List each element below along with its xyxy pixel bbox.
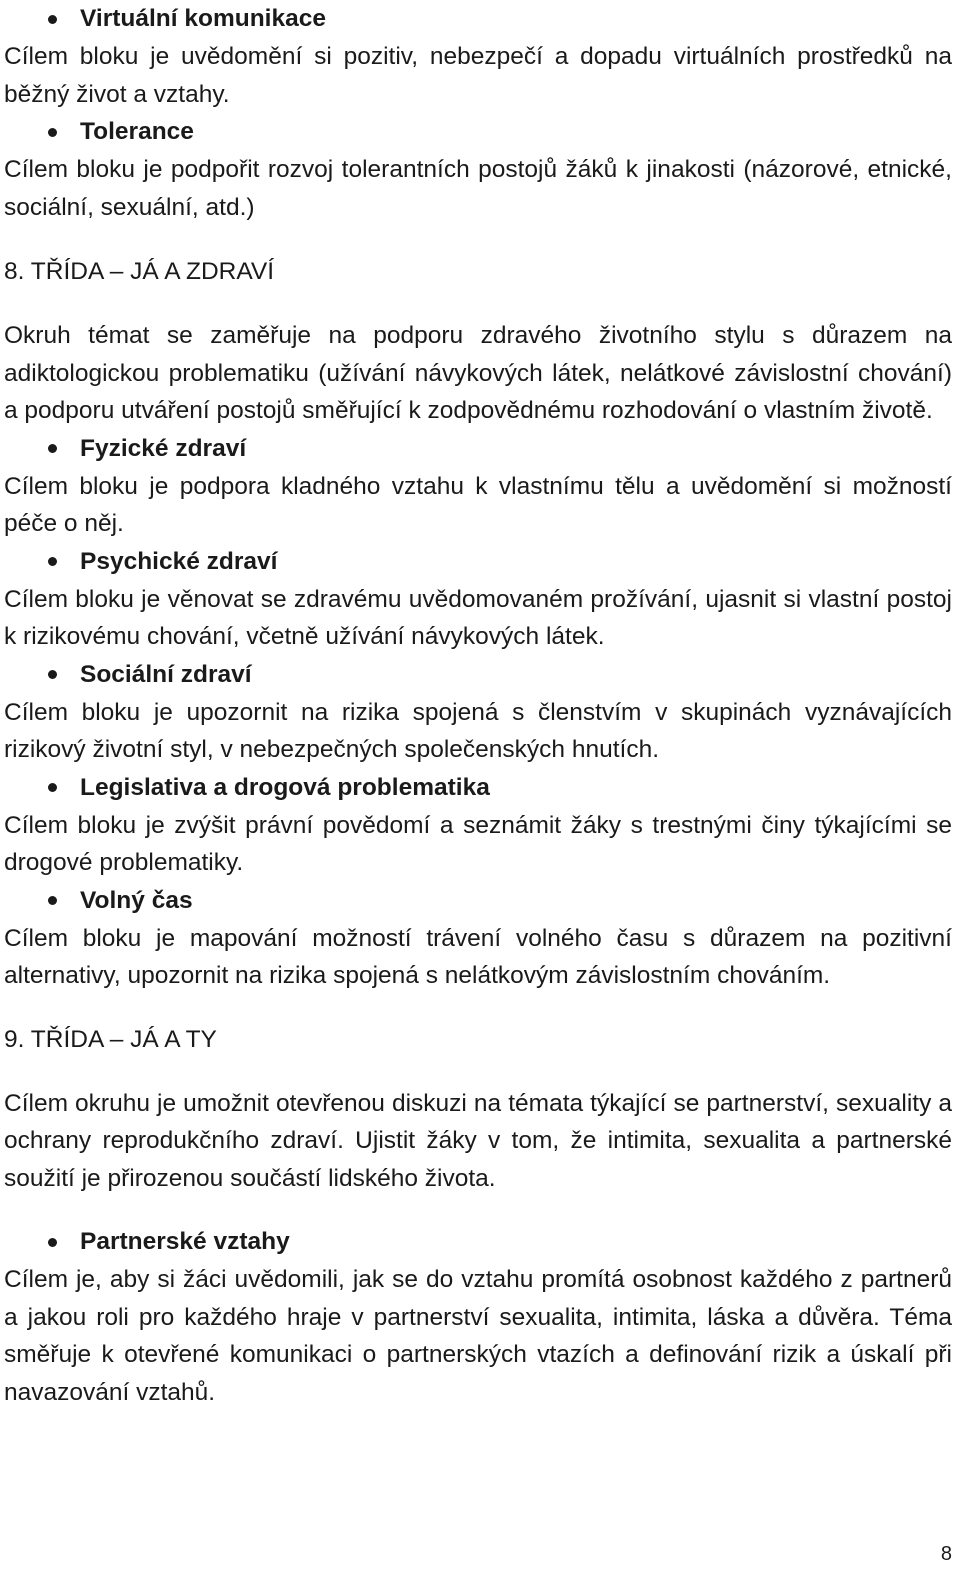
bullet-icon bbox=[48, 896, 57, 905]
bullet-icon bbox=[48, 15, 57, 24]
bullet-icon bbox=[48, 444, 57, 453]
page-number: 8 bbox=[940, 1543, 952, 1565]
document-page bbox=[4, 0, 952, 1411]
bullet-heading bbox=[4, 656, 952, 694]
bullet-heading bbox=[4, 113, 952, 151]
bullet-paragraph: Cílem bloku je věnovat se zdravému uvědomovaném prožívání, ujasnit si vlastní postoj k rizikovému chování, včetně užívání návykových látek. bbox=[4, 585, 952, 650]
bullet-paragraph: Cílem je, aby si žáci uvědomili, jak se do vztahu promítá osobnost každého z partnerů a jakou roli pro každého hraje v partnerství sexualita, intimita, láska a důvěra. Téma směřuje k otevřené komunikaci o partnerských vtazích a definování rizik a úskalí při navazování vztahů. bbox=[4, 1266, 952, 1406]
section-9-title: 9. TŘÍDA – JÁ A TY bbox=[4, 1025, 217, 1053]
bullet-heading bbox=[4, 769, 952, 807]
bullet-heading bbox=[4, 882, 952, 920]
bullet-heading-text: Virtuální komunikace bbox=[80, 5, 326, 32]
bullet-heading bbox=[4, 0, 952, 38]
bullet-heading-text: Sociální zdraví bbox=[80, 660, 252, 688]
bullet-icon bbox=[48, 1238, 57, 1247]
section-8-title: 8. TŘÍDA – JÁ A ZDRAVÍ bbox=[4, 258, 275, 285]
bullet-heading bbox=[4, 1223, 952, 1261]
bullet-icon bbox=[48, 128, 57, 137]
bullet-paragraph: Cílem bloku je podpora kladného vztahu k vlastnímu tělu a uvědomění si možností péče o něj. bbox=[4, 472, 952, 537]
bullet-heading bbox=[4, 543, 952, 581]
bullet-paragraph: Cílem bloku je podpořit rozvoj tolerantních postojů žáků k jinakosti (názorové, etnické, sociální, sexuální, atd.) bbox=[4, 156, 952, 221]
bullet-icon bbox=[48, 557, 57, 566]
bullet-paragraph: Cílem bloku je upozornit na rizika spojená s členstvím v skupinách vyznávajících rizikový životní styl, v nebezpečných společenských hnutích. bbox=[4, 698, 952, 763]
bullet-heading-text: Tolerance bbox=[80, 118, 194, 145]
bullet-heading-text: Volný čas bbox=[80, 886, 193, 914]
bullet-icon bbox=[48, 783, 57, 792]
bullet-paragraph: Cílem bloku je uvědomění si pozitiv, nebezpečí a dopadu virtuálních prostředků na běžný život a vztahy. bbox=[4, 43, 952, 108]
bullet-heading-text: Psychické zdraví bbox=[80, 547, 278, 575]
section-8-intro: Okruh témat se zaměřuje na podporu zdravého životního stylu s důrazem na adiktologickou problematiku (užívání návykových látek, nelátkové závislostní chování) a podporu utváření postojů směřující k zodpovědnému rozhodování o vlastním životě. bbox=[4, 322, 952, 424]
bullet-paragraph: Cílem bloku je mapování možností trávení volného času s důrazem na pozitivní alternativy, upozornit na rizika spojená s nelátkovým závislostním chováním. bbox=[4, 924, 952, 989]
bullet-heading-text: Fyzické zdraví bbox=[80, 434, 247, 462]
bullet-icon bbox=[48, 670, 57, 679]
bullet-heading bbox=[4, 430, 952, 468]
bullet-paragraph: Cílem bloku je zvýšit právní povědomí a seznámit žáky s trestnými činy týkajícími se drogové problematiky. bbox=[4, 811, 952, 876]
bullet-heading-text: Legislativa a drogová problematika bbox=[80, 773, 490, 801]
bullet-heading-text: Partnerské vztahy bbox=[80, 1228, 290, 1255]
section-9-intro: Cílem okruhu je umožnit otevřenou diskuzi na témata týkající se partnerství, sexuality a ochrany reprodukčního zdraví. Ujistit žáky v tom, že intimita, sexualita a partnerské soužití je přirozenou součástí lidského života. bbox=[4, 1089, 952, 1192]
